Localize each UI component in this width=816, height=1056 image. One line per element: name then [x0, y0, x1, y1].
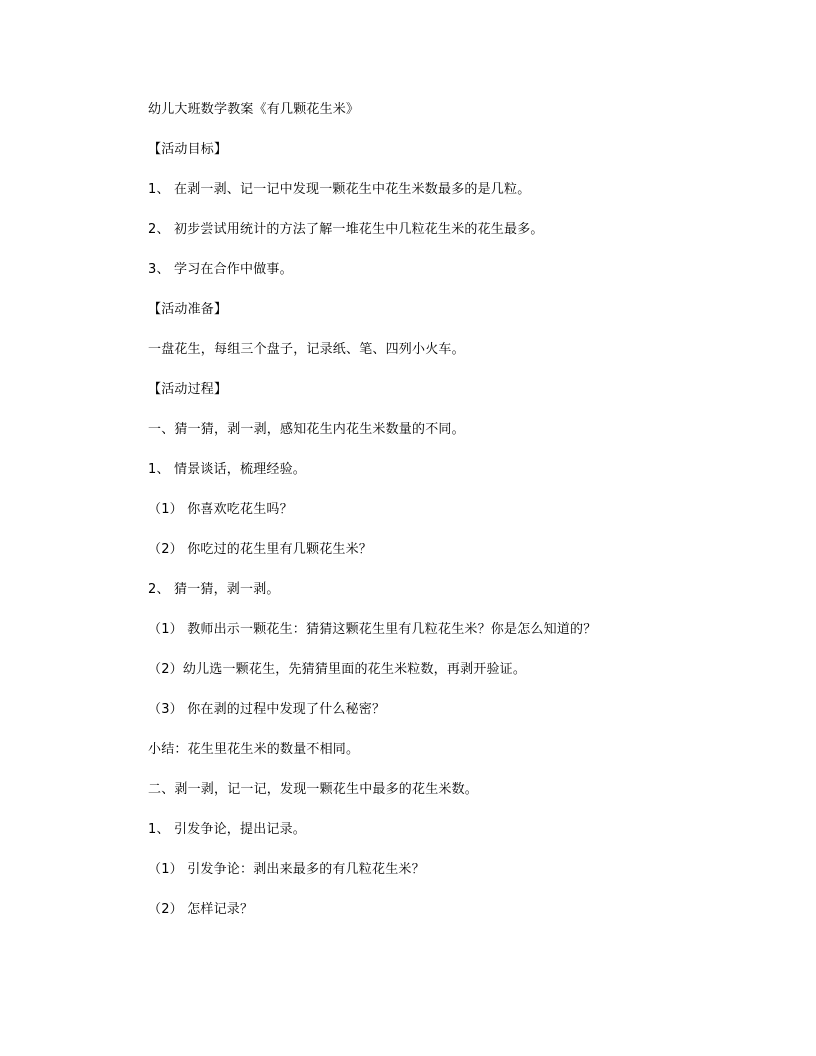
preparation-text: 一盘花生，每组三个盘子，记录纸、笔、四列小火车。	[148, 342, 465, 357]
process-part-1-heading: 一、猜一猜，剥一剥，感知花生内花生米数量的不同。	[148, 422, 465, 437]
summary-text: 小结：花生里花生米的数量不相同。	[148, 742, 360, 757]
process-item-1-2-2: （2）幼儿选一颗花生，先猜猜里面的花生米粒数，再剥开验证。	[148, 662, 527, 677]
section-heading-process: 【活动过程】	[148, 382, 228, 397]
goal-item-2: 2、 初步尝试用统计的方法了解一堆花生中几粒花生米的花生最多。	[148, 222, 544, 237]
process-item-1-2-3: （3） 你在剥的过程中发现了什么秘密？	[148, 702, 386, 717]
process-item-2-1-2: （2） 怎样记录？	[148, 902, 254, 917]
process-item-1-2-1: （1） 教师出示一颗花生：猜猜这颗花生里有几粒花生米？你是怎么知道的？	[148, 622, 597, 637]
process-item-2-1-1: （1） 引发争论：剥出来最多的有几粒花生米？	[148, 862, 425, 877]
section-heading-goals: 【活动目标】	[148, 142, 228, 157]
process-question-1-1-2: （2） 你吃过的花生里有几颗花生米？	[148, 542, 373, 557]
document-title: 幼儿大班数学教案《有几颗花生米》	[148, 102, 360, 117]
process-step-1-2: 2、 猜一猜，剥一剥。	[148, 582, 280, 597]
process-question-1-1-1: （1） 你喜欢吃花生吗？	[148, 502, 293, 517]
goal-item-1: 1、 在剥一剥、记一记中发现一颗花生中花生米数最多的是几粒。	[148, 182, 531, 197]
process-step-1-1: 1、 情景谈话，梳理经验。	[148, 462, 307, 477]
goal-item-3: 3、 学习在合作中做事。	[148, 262, 293, 277]
process-step-2-1: 1、 引发争论，提出记录。	[148, 822, 307, 837]
process-part-2-heading: 二、剥一剥，记一记，发现一颗花生中最多的花生米数。	[148, 782, 479, 797]
section-heading-preparation: 【活动准备】	[148, 302, 228, 317]
